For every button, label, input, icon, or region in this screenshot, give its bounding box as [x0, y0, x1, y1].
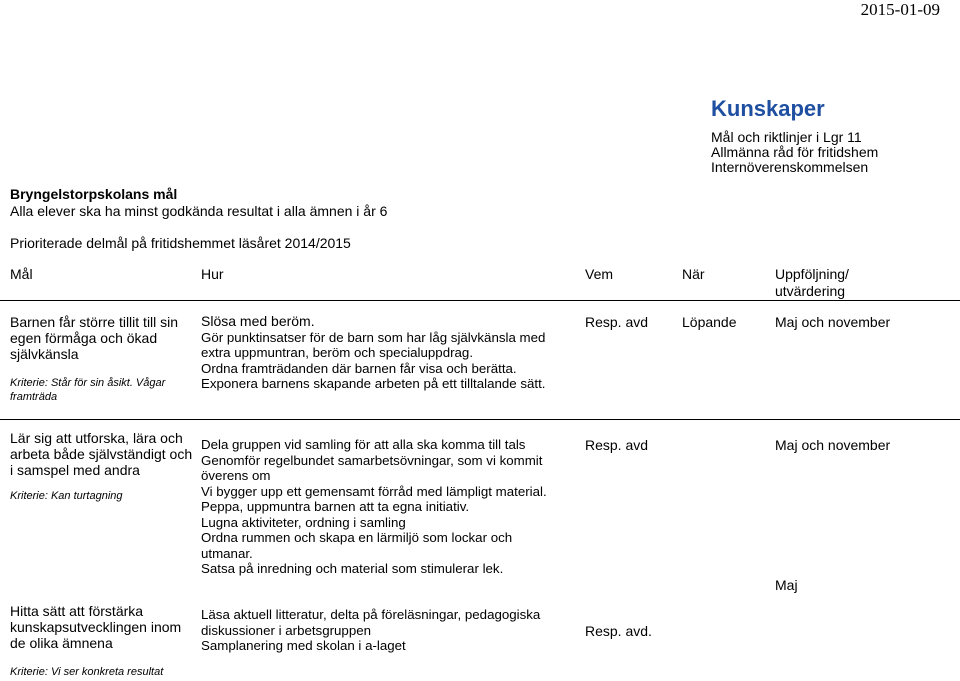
header-divider: [0, 300, 960, 301]
row-3-who: Resp. avd.: [585, 623, 652, 639]
criteria-line: Kriterie: Står för sin åsikt. Vågar: [10, 377, 166, 389]
priority-heading: Prioriterade delmål på fritidshemmet läsåret 2014/2015: [10, 235, 351, 251]
goal-line: egen förmåga och ökad: [10, 330, 158, 346]
row-1-followup: Maj och november: [775, 314, 891, 330]
subtitle-line-1: Mål och riktlinjer i Lgr 11: [711, 129, 862, 145]
subtitle-line-2: Allmänna råd för fritidshem: [711, 144, 879, 160]
how-line: extra uppmuntran, beröm och specialuppdrag.: [201, 345, 474, 360]
goal-line: kunskapsutvecklingen inom: [10, 619, 182, 635]
row-3-followup: Maj: [775, 577, 798, 593]
how-line: Ordna rummen och skapa en lärmiljö som lockar och: [201, 530, 513, 545]
row-1-who: Resp. avd: [585, 314, 649, 330]
how-line: Läsa aktuell litteratur, delta på föreläsningar, pedagogiska: [201, 607, 541, 622]
how-line: Dela gruppen vid samling för att alla ska komma till tals: [201, 437, 526, 452]
header-uppfoljning-line-2: utvärdering: [775, 283, 846, 299]
header-uppfoljning-line-1: Uppföljning/: [775, 266, 849, 282]
school-goal: Alla elever ska ha minst godkända resultat i alla ämnen i år 6: [10, 203, 388, 219]
row-1-goal: [10, 314, 178, 362]
row-2-followup: Maj och november: [775, 437, 891, 453]
how-line: Gör punktinsatser för de barn som har låg självkänsla med: [201, 329, 546, 345]
header-hur: Hur: [201, 266, 224, 282]
header-nar: När: [682, 266, 705, 282]
how-line: överens om: [201, 468, 271, 483]
document-date: 2015-01-09: [860, 0, 940, 19]
goal-line: i samspel med andra: [10, 462, 140, 478]
row-3-how: [201, 607, 540, 654]
row-2-goal: [10, 430, 192, 478]
how-line: Exponera barnens skapande arbeten på ett tilltalande sätt.: [201, 376, 546, 391]
header-uppfoljning: [775, 266, 849, 300]
how-line: Ordna framträdanden där barnen får visa och berätta.: [201, 360, 517, 376]
header-vem: Vem: [585, 266, 614, 282]
goal-line: Hitta sätt att förstärka: [10, 603, 144, 619]
how-line: diskussioner i arbetsgruppen: [201, 622, 372, 638]
row-2-who: Resp. avd: [585, 437, 649, 453]
row-2-how: [201, 437, 547, 577]
how-line: Vi bygger upp ett gemensamt förråd med lämpligt material.: [201, 483, 547, 499]
subtitle-line-3: Internöverenskommelsen: [711, 159, 869, 175]
document-title: Kunskaper: [711, 96, 825, 121]
header-mal: Mål: [10, 266, 33, 282]
row-2-criteria: [10, 489, 123, 503]
row-3-goal: [10, 603, 181, 651]
goal-line: Lär sig att utforska, lära och: [10, 430, 183, 446]
goal-line: de olika ämnena: [10, 635, 113, 651]
how-line: Samplanering med skolan i a-laget: [201, 638, 406, 653]
how-line: Peppa, uppmuntra barnen att ta egna initiativ.: [201, 499, 470, 514]
how-line: Genomför regelbundet samarbetsövningar, som vi kommit: [201, 452, 543, 468]
how-line: Satsa på inredning och material som stimulerar lek.: [201, 561, 504, 576]
criteria-line: framträda: [10, 391, 58, 403]
school-goals: [10, 186, 387, 220]
how-line: Slösa med beröm.: [201, 313, 315, 329]
criteria-line: Kriterie: Vi ser konkreta resultat: [10, 666, 164, 678]
criteria-line: Kriterie: Kan turtagning: [10, 490, 123, 502]
school-name: Bryngelstorpskolans mål: [10, 186, 178, 202]
goal-line: självkänsla: [10, 346, 79, 362]
row-3-criteria: [10, 665, 163, 679]
row-divider: [0, 419, 960, 420]
row-1-how: [201, 314, 545, 392]
row-1-criteria: [10, 376, 165, 404]
goal-line: arbeta både självständigt och: [10, 446, 193, 462]
how-line: Lugna aktiviteter, ordning i samling: [201, 514, 406, 530]
how-line: utmanar.: [201, 545, 253, 561]
goal-line: Barnen får större tillit till sin: [10, 314, 179, 330]
row-1-when: Löpande: [682, 314, 737, 330]
